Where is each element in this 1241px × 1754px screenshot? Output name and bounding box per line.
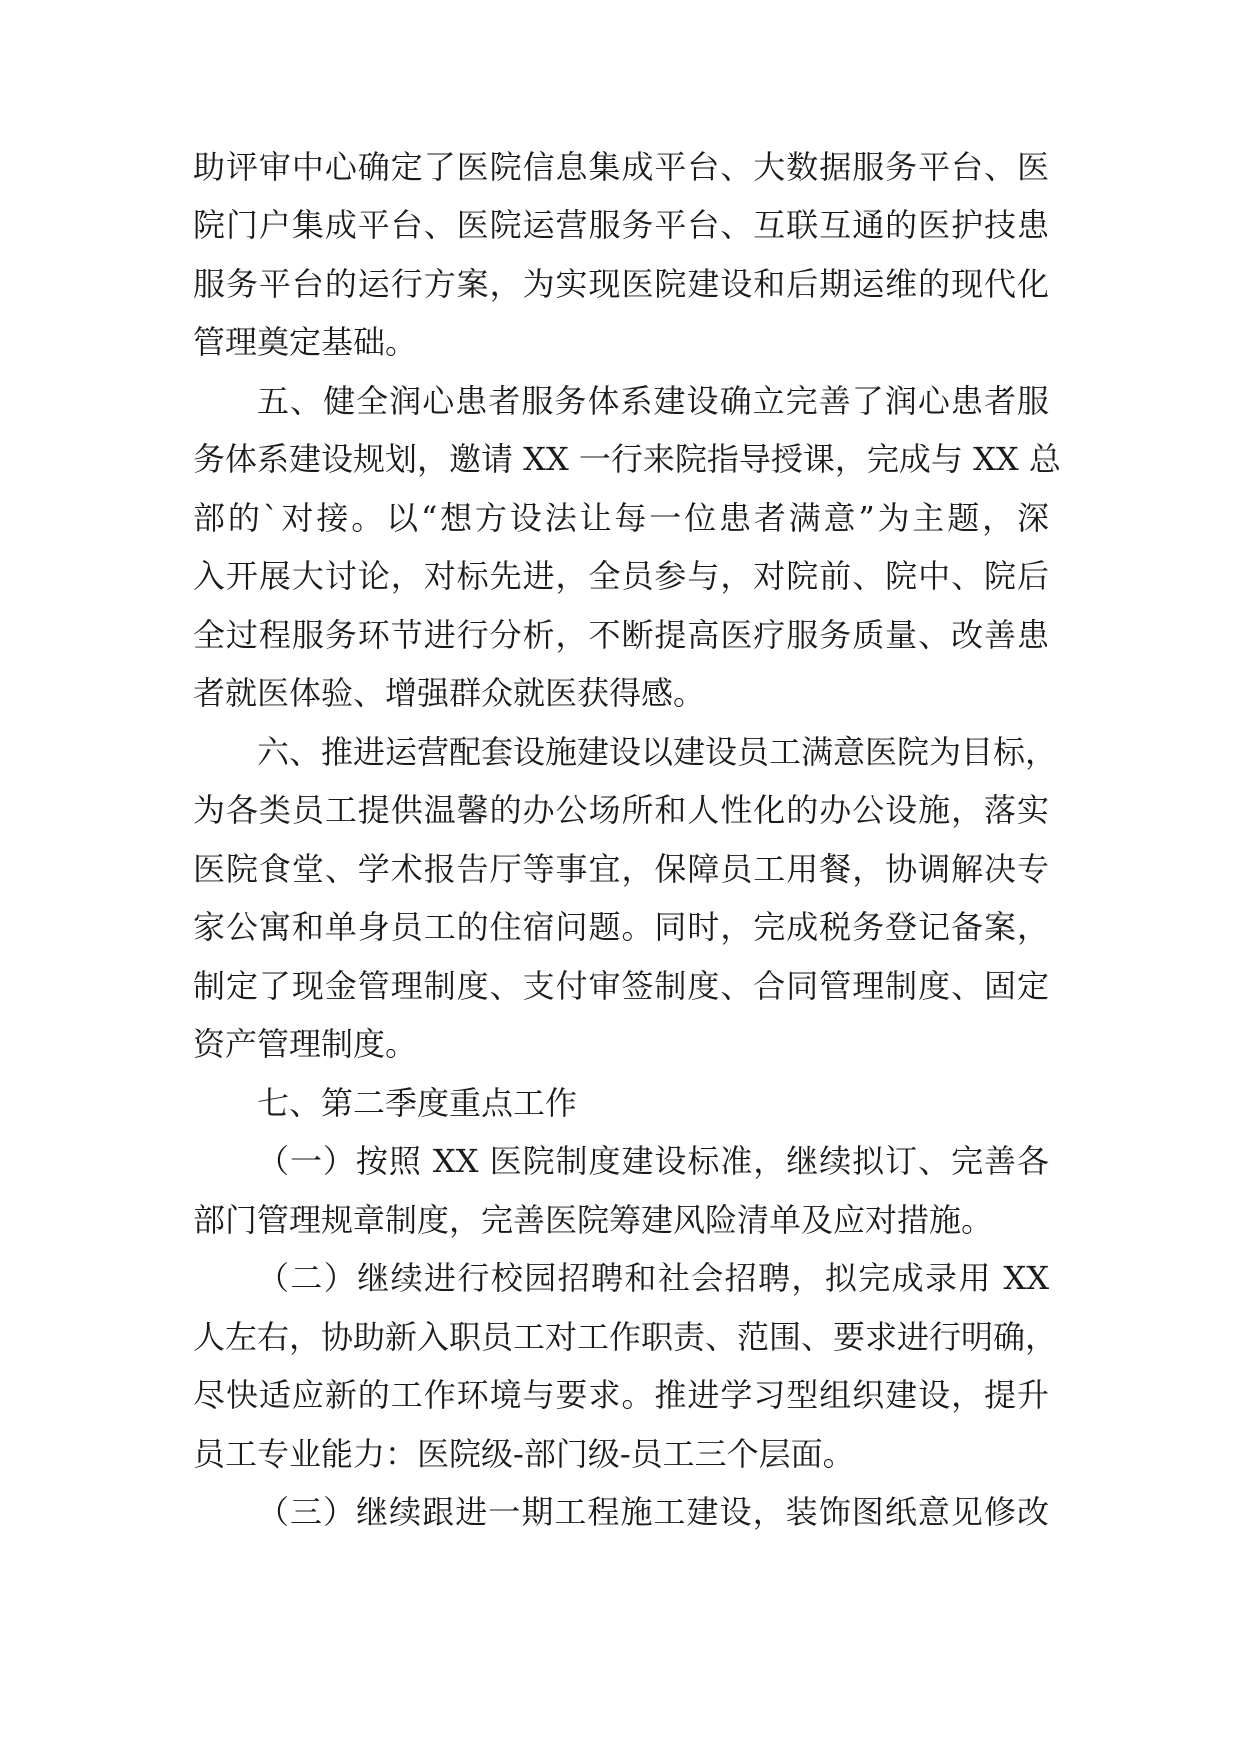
text-line: 务体系建设规划，邀请 XX 一行来院指导授课，完成与 XX 总 [193,440,1061,478]
text-line: 入开展大讨论，对标先进，全员参与，对院前、院中、院后 [193,557,1049,595]
text-line: 管理奠定基础。 [193,323,418,361]
text-line: 部的`对接。以“想方设法让每一位患者满意”为主题，深 [193,499,1049,537]
section-heading-line: 六、推进运营配套设施建设以建设员工满意医院为目标， [257,733,1058,771]
text-line: 者就医体验、增强群众就医获得感。 [193,674,706,712]
text-line: 医院食堂、学术报告厅等事宜，保障员工用餐，协调解决专 [193,850,1049,888]
text-line: 人左右，协助新入职员工对工作职责、范围、要求进行明确， [193,1318,1058,1356]
text-line: 部门管理规章制度，完善医院筹建风险清单及应对措施。 [193,1201,994,1239]
list-item-line: （一）按照 XX 医院制度建设标准，继续拟订、完善各 [257,1142,1049,1180]
text-line: 资产管理制度。 [193,1025,418,1063]
list-item-line: （二）继续进行校园招聘和社会招聘，拟完成录用 XX [257,1259,1049,1297]
text-line: 为各类员工提供温馨的办公场所和人性化的办公设施，落实 [193,791,1049,829]
text-line: 尽快适应新的工作环境与要求。推进学习型组织建设，提升 [193,1376,1049,1414]
text-line: 家公寓和单身员工的住宿问题。同时，完成税务登记备案， [193,908,1049,946]
text-line: 员工专业能力：医院级-部门级-员工三个层面。 [193,1435,855,1473]
list-item-line: （三）继续跟进一期工程施工建设，装饰图纸意见修改 [257,1493,1049,1531]
text-line: 服务平台的运行方案，为实现医院建设和后期运维的现代化 [193,265,1049,303]
text-line: 院门户集成平台、医院运营服务平台、互联互通的医护技患 [193,206,1049,244]
text-line: 助评审中心确定了医院信息集成平台、大数据服务平台、医 [193,148,1049,186]
section-heading-line: 七、第二季度重点工作 [257,1084,578,1122]
text-line: 制定了现金管理制度、支付审签制度、合同管理制度、固定 [193,967,1049,1005]
section-heading-line: 五、健全润心患者服务体系建设确立完善了润心患者服 [257,382,1049,420]
text-line: 全过程服务环节进行分析，不断提高医疗服务质量、改善患 [193,616,1049,654]
